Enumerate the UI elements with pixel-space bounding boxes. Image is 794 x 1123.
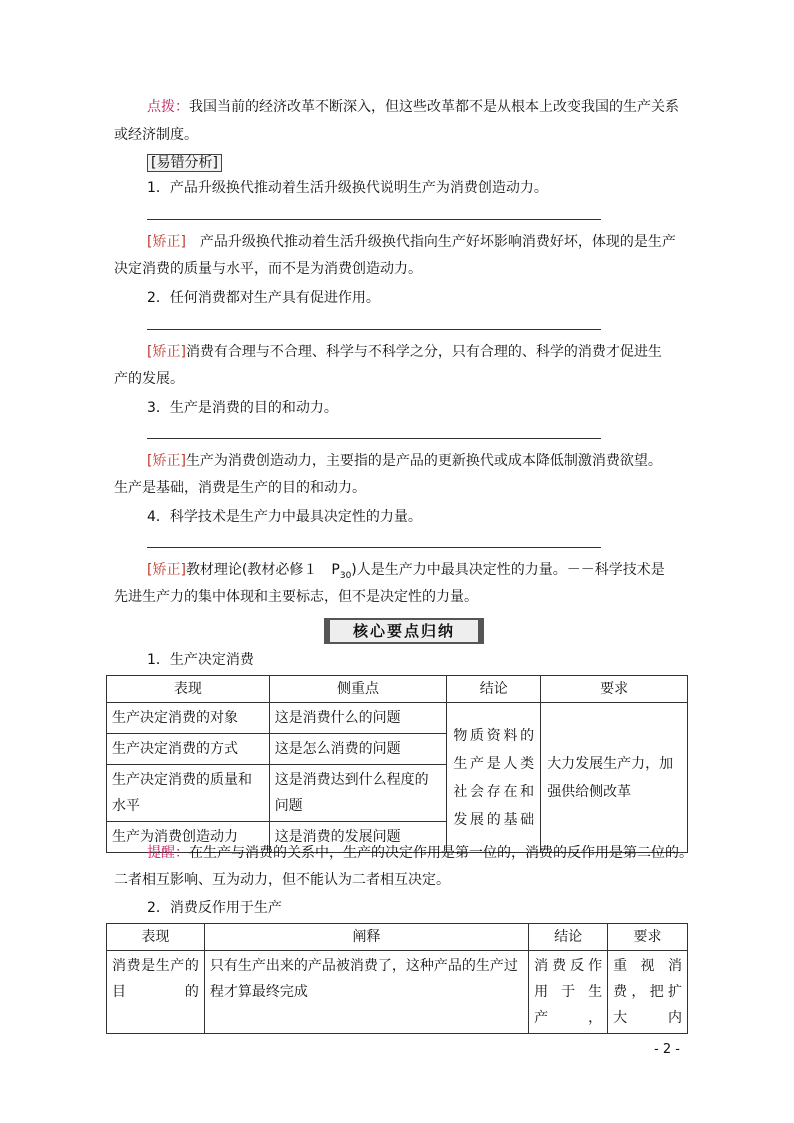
- correction-text-cont: )人是生产力中最具决定性的力量。－－科学技术是: [351, 562, 665, 578]
- requirement-cell: 大力发展生产力，加强供给侧改革: [541, 703, 688, 853]
- correction-text: 消费有合理与不合理、科学与不科学之分，只有合理的、科学的消费才促进生: [185, 344, 662, 360]
- error-analysis-heading: [147, 153, 222, 173]
- header-cell: 表现: [107, 924, 205, 951]
- correction-label: [矫正]: [147, 453, 186, 469]
- header-cell: 表现: [107, 676, 270, 703]
- correction-2-line1: [147, 342, 662, 362]
- tip-paragraph-line1: [147, 97, 679, 117]
- header-cell: 要求: [541, 676, 688, 703]
- key-points-banner: 核心要点归纳: [324, 618, 484, 644]
- correction-3-line2: 生产是基础，消费是生产的目的和动力。: [114, 480, 366, 496]
- correction-label: [矫正]: [147, 562, 186, 578]
- table-cell: 这是消费达到什么程度的问题: [269, 765, 447, 822]
- correction-text: 教材理论(教材必修１ P: [185, 562, 340, 578]
- question-3: 3．生产是消费的目的和动力。: [147, 400, 338, 416]
- header-cell: 阐释: [204, 924, 528, 951]
- answer-blank-3: [147, 438, 601, 439]
- header-cell: 侧重点: [269, 676, 447, 703]
- page-subscript: 30: [339, 570, 352, 581]
- correction-4-line1: [147, 560, 665, 586]
- table-cell: 生产决定消费的对象: [107, 703, 270, 734]
- error-analysis-label: [易错分析]: [147, 154, 222, 172]
- header-cell: 要求: [608, 924, 688, 951]
- table-cell: 重视消费，把扩大内: [608, 951, 688, 1034]
- table-cell: 这是消费什么的问题: [269, 703, 447, 734]
- table-cell: 生产决定消费的质量和水平: [107, 765, 270, 822]
- correction-4-line2: 先进生产力的集中体现和主要标志，但不是决定性的力量。: [114, 589, 478, 605]
- table2-caption: 2．消费反作用于生产: [147, 900, 282, 916]
- table-cell: 消费是生产的目的: [107, 951, 205, 1034]
- conclusion-cell: 物质资料的生产是人类社会存在和发展的基础: [447, 703, 541, 853]
- tip-label: 点拨：: [147, 99, 189, 115]
- header-cell: 结论: [447, 676, 541, 703]
- correction-3-line1: [147, 451, 662, 471]
- reminder-label: 提醒：: [147, 845, 189, 861]
- reminder-line1: [147, 843, 693, 863]
- correction-label: [矫正]: [147, 234, 186, 250]
- answer-blank-2: [147, 329, 601, 330]
- table-row: [107, 703, 688, 734]
- question-4: 4．科学技术是生产力中最具决定性的力量。: [147, 509, 422, 525]
- table-row: [107, 951, 688, 1034]
- correction-text: 生产为消费创造动力，主要指的是产品的更新换代或成本降低制激消费欲望。: [185, 453, 662, 469]
- tip-text: 我国当前的经济改革不断深入，但这些改革都不是从根本上改变我国的生产关系: [189, 99, 679, 115]
- table-cell: 这是消费的发展问题: [269, 822, 447, 853]
- table-production-determines-consumption: [106, 675, 688, 853]
- table-header-row: [107, 924, 688, 951]
- answer-blank-4: [147, 547, 601, 548]
- table-cell: 消费反作用于生产，: [529, 951, 608, 1034]
- question-2: 2．任何消费都对生产具有促进作用。: [147, 290, 380, 306]
- page-number: - 2 -: [654, 1042, 680, 1057]
- table-cell: 生产决定消费的方式: [107, 734, 270, 765]
- table1-caption: 1．生产决定消费: [147, 652, 254, 668]
- correction-2-line2: 产的发展。: [114, 371, 184, 387]
- table-consumption-reacts-on-production: [106, 923, 688, 1034]
- table-cell: 这是怎么消费的问题: [269, 734, 447, 765]
- header-cell: 结论: [529, 924, 608, 951]
- answer-blank-1: [147, 219, 601, 220]
- reminder-line2: 二者相互影响、互为动力，但不能认为二者相互决定。: [114, 872, 450, 888]
- question-1: 1．产品升级换代推动着生活升级换代说明生产为消费创造动力。: [147, 180, 548, 196]
- correction-1-line1: [147, 232, 676, 252]
- correction-1-line2: 决定消费的质量与水平，而不是为消费创造动力。: [114, 261, 422, 277]
- reminder-text: 在生产与消费的关系中，生产的决定作用是第一位的，消费的反作用是第二位的。: [189, 845, 693, 861]
- table-cell: 只有生产出来的产品被消费了，这种产品的生产过程才算最终完成: [204, 951, 528, 1034]
- tip-paragraph-line2: 或经济制度。: [114, 127, 198, 143]
- table-header-row: [107, 676, 688, 703]
- correction-text: 产品升级换代推动着生活升级换代指向生产好坏影响消费好坏，体现的是生产: [185, 234, 676, 250]
- table-cell: 生产为消费创造动力: [107, 822, 270, 853]
- correction-label: [矫正]: [147, 344, 186, 360]
